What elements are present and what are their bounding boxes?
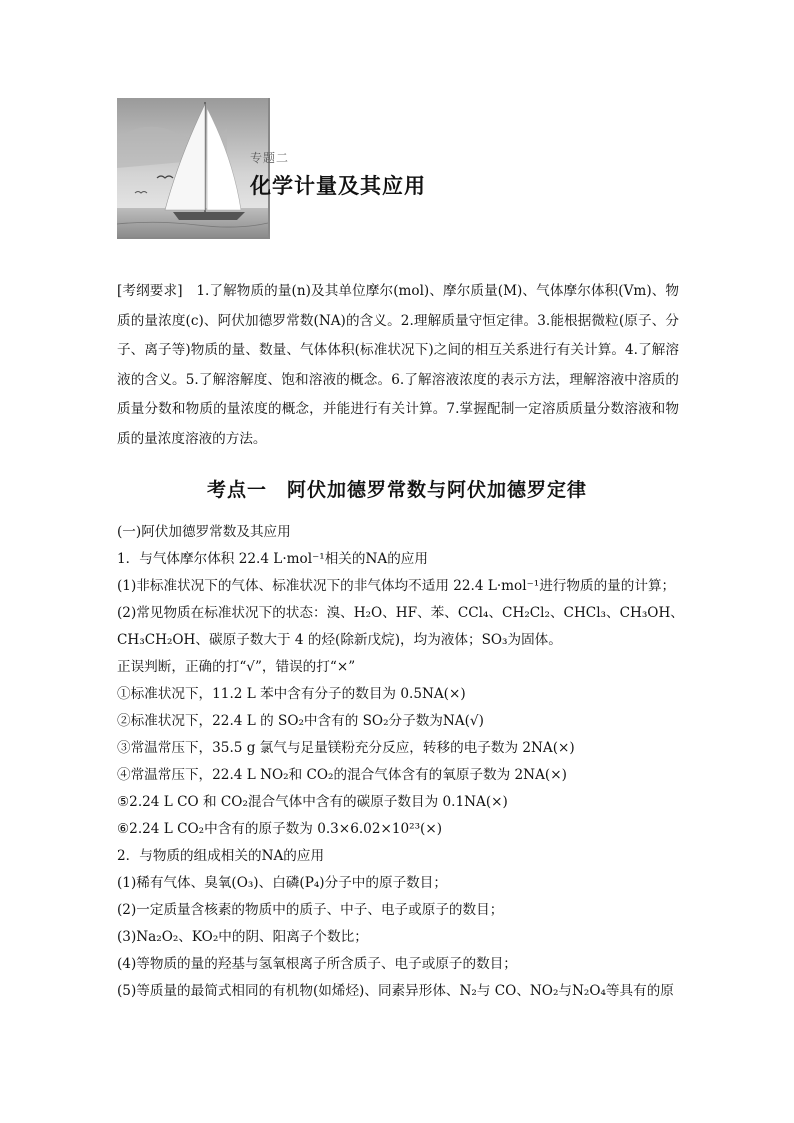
topic2-point: (3)Na₂O₂、KO₂中的阴、阳离子个数比； <box>117 929 368 945</box>
content-body <box>117 519 687 1005</box>
topic-heading-1: 1．与气体摩尔体积 22.4 L·mol⁻¹相关的NA的应用 <box>117 551 428 567</box>
chapter-title: 化学计量及其应用 <box>250 174 426 198</box>
topic1-point-2: (2)常见物质在标准状况下的状态：溴、H₂O、HF、苯、CCl₄、CH₂Cl₂、CHCl₃、CH₃OH、 <box>117 605 684 621</box>
question-item: ⑥2.24 L CO₂中含有的原子数为 0.3×6.02×10²³(×) <box>117 821 443 837</box>
chapter-subtitle: 专题二 <box>250 151 290 165</box>
question-item: ③常温常压下，35.5 g 氯气与足量镁粉充分反应，转移的电子数为 2NA(×) <box>117 740 575 756</box>
question-item: ①标准状况下，11.2 L 苯中含有分子的数目为 0.5NA(×) <box>117 686 466 702</box>
question-item: ⑤2.24 L CO 和 CO₂混合气体中含有的碳原子数目为 0.1NA(×) <box>117 794 508 810</box>
judge-instruction: 正误判断，正确的打“√”，错误的打“×” <box>117 659 356 675</box>
subsection-title: (一)阿伏加德罗常数及其应用 <box>117 524 291 540</box>
topic2-point: (4)等物质的量的羟基与氢氧根离子所含质子、电子或原子的数目； <box>117 956 517 972</box>
section-heading: 考点一 阿伏加德罗常数与阿伏加德罗定律 <box>206 479 587 501</box>
topic1-point-1: (1)非标准状况下的气体、标准状况下的非气体均不适用 22.4 L·mol⁻¹进行物质的量的计算； <box>117 578 676 594</box>
topic2-point: (1)稀有气体、臭氧(O₃)、白磷(P₄)分子中的原子数目； <box>117 875 447 891</box>
topic2-point: (5)等质量的最简式相同的有机物(如烯烃)、同素异形体、N₂与 CO、NO₂与N₂O₄等具有的原 <box>117 983 674 999</box>
question-item: ④常温常压下，22.4 L NO₂和 CO₂的混合气体含有的氧原子数为 2NA(×) <box>117 767 567 783</box>
syllabus-paragraph <box>117 277 679 454</box>
topic-heading-2: 2．与物质的组成相关的NA的应用 <box>117 848 325 864</box>
topic2-point: (2)一定质量含核素的物质中的质子、中子、电子或原子的数目； <box>117 902 504 918</box>
chapter-banner-image <box>117 98 270 239</box>
question-item: ②标准状况下，22.4 L 的 SO₂中含有的 SO₂分子数为NA(√) <box>117 713 484 729</box>
sailboat-illustration <box>117 98 268 237</box>
syllabus-label: [考纲要求] <box>117 283 183 299</box>
topic1-point-2-cont: CH₃CH₂OH、碳原子数大于 4 的烃(除新戊烷)，均为液体；SO₃为固体。 <box>117 632 562 648</box>
syllabus-text: 1.了解物质的量(n)及其单位摩尔(mol)、摩尔质量(M)、气体摩尔体积(Vm)、物质的量浓度(c)、阿伏加德罗常数(NA)的含义。2.理解质量守恒定律。3.能根据微粒(原子、分子、离子等)物质的量、数量、气体体积(标准状况下)之间的相互关系进行有关计算。4.了解溶液的含义。5.了解溶解度、饱和溶液的概念。6.了解溶液浓度的表示方法，理解溶液中溶质的质量分数和物质的量浓度的概念，并能进行有关计算。7.掌握配制一定溶质质量分数溶液和物质的量浓度溶液的方法。 <box>117 283 680 447</box>
